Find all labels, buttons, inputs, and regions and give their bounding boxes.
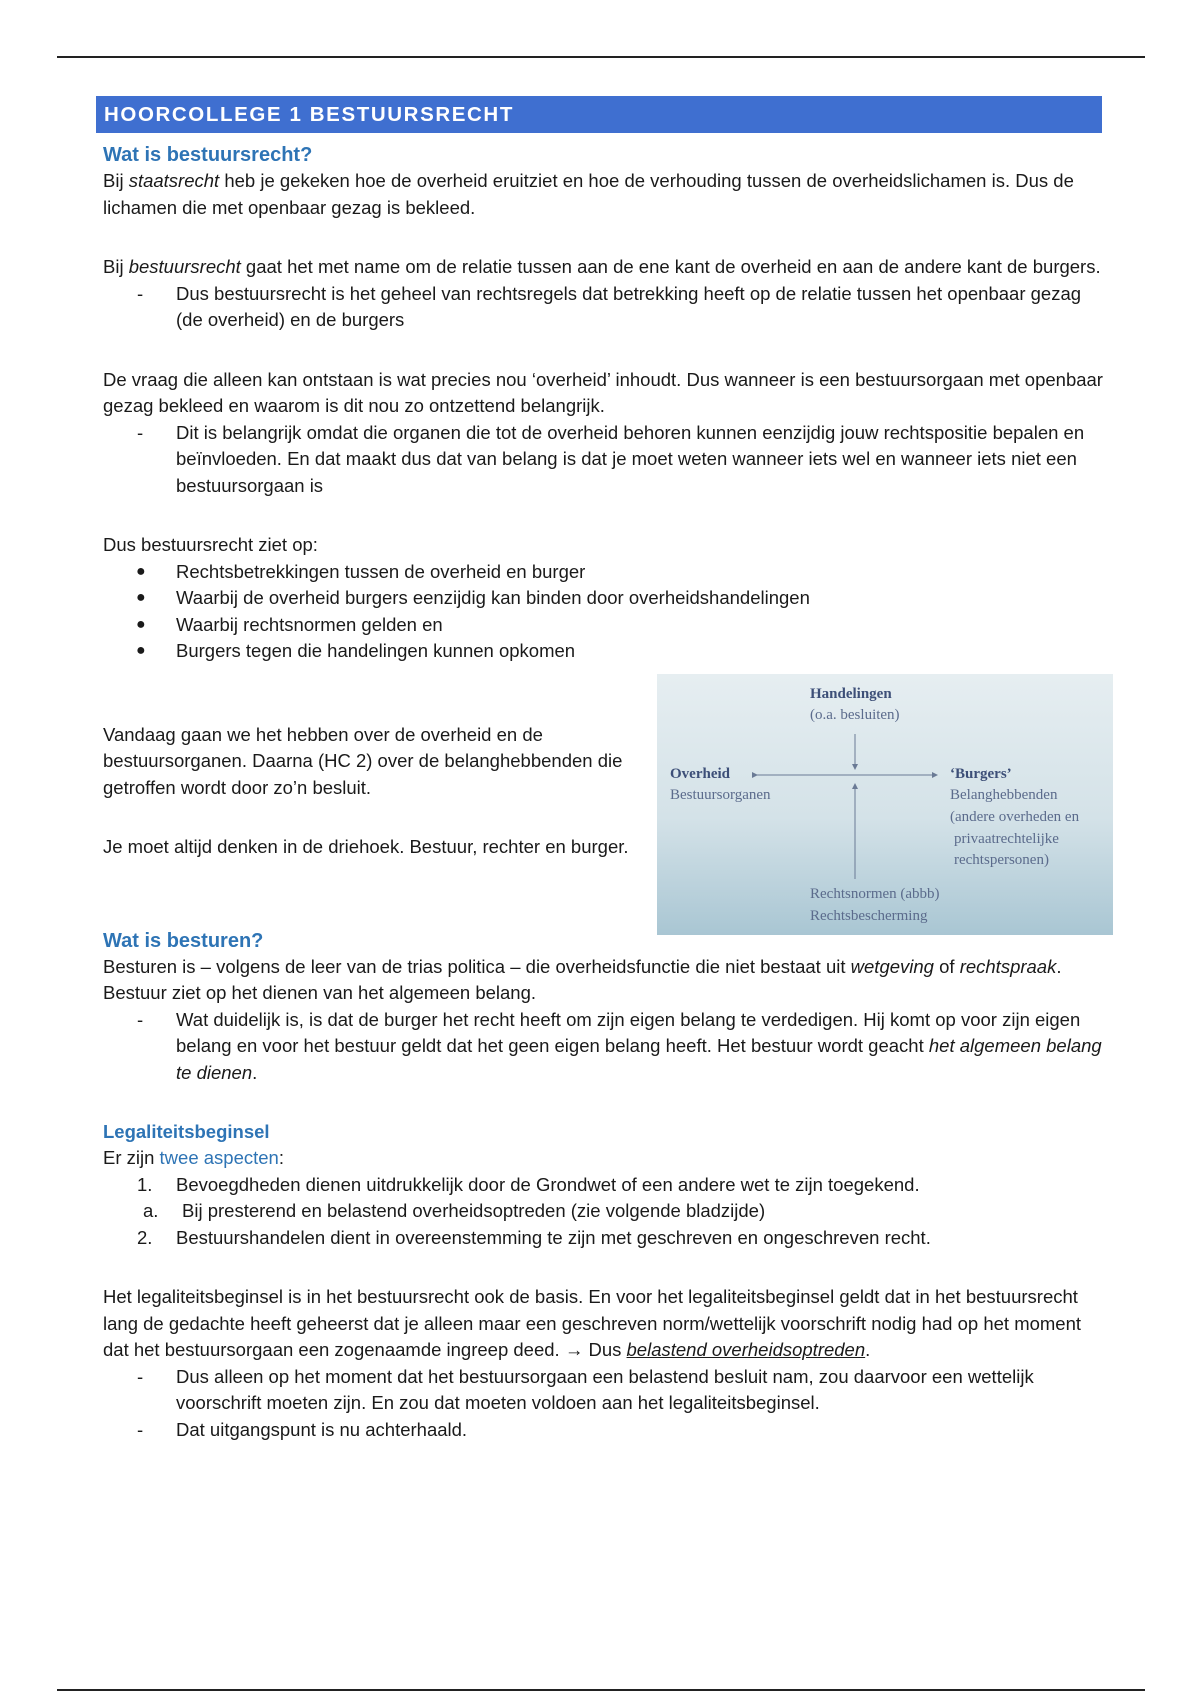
- heading-legaliteitsbeginsel: Legaliteitsbeginsel: [103, 1121, 270, 1142]
- paragraph-besturen: Besturen is – volgens de leer van de trias politica – die overheidsfunctie die niet bestaat uit wetgeving of rechtspraak. Bestuur ziet op het dienen van het algemeen belang.: [103, 955, 1062, 1003]
- paragraph-vandaag: Vandaag gaan we het hebben over de overheid en de bestuursorganen. Daarna (HC 2) over de belanghebbenden die getroffen wordt door zo’n besluit.: [103, 723, 623, 798]
- list-item: ● Burgers tegen die handelingen kunnen opkomen: [136, 640, 576, 661]
- list-item: 1. Bevoegdheden dienen uitdrukkelijk door de Grondwet of een andere wet te zijn toegekend.: [137, 1173, 920, 1195]
- list-item: ● Waarbij rechtsnormen gelden en: [136, 613, 443, 635]
- paragraph-staatsrecht: Bij staatsrecht heb je gekeken hoe de overheid eruitziet en hoe de verhouding tussen de overheidslichamen is. Dus de lichamen die met openbaar gezag is bekleed.: [103, 170, 1074, 218]
- list-item: ● Waarbij de overheid burgers eenzijdig kan binden door overheidshandelingen: [136, 587, 810, 608]
- diagram-left-title: Overheid: [670, 765, 730, 782]
- diagram-right-title: ‘Burgers’: [950, 765, 1012, 782]
- diagram-bottom-line: Rechtsnormen (abbb): [810, 885, 940, 902]
- paragraph-ziet-op: Dus bestuursrecht ziet op:: [103, 534, 318, 555]
- paragraph-legaliteit-basis: Het legaliteitsbeginsel is in het bestuursrecht ook de basis. En voor het legaliteitsbeginsel geldt dat in het bestuursrecht lang de gedachte heeft geheerst dat je alleen maar een geschreven norm/wettelijk voorschrift nodig had op het moment dat het bestuursorgaan een zogenaamde ingreep deed. → Dus belastend overheidsoptreden.: [103, 1286, 1082, 1360]
- list-item: a. Bij presterend en belastend overheidsoptreden (zie volgende bladzijde): [143, 1200, 766, 1221]
- list-item: - Dus bestuursrecht is het geheel van rechtsregels dat betrekking heeft op de relatie tussen het openbaar gezag (de overheid) en de burgers: [137, 282, 1082, 330]
- diagram-right-line: (andere overheden en: [950, 808, 1080, 825]
- heading-wat-is-besturen: Wat is besturen?: [103, 929, 264, 952]
- diagram-right-line: rechtspersonen): [954, 851, 1049, 868]
- diagram-top-title: Handelingen: [810, 685, 892, 702]
- diagram-right-line: privaatrechtelijke: [954, 830, 1059, 847]
- paragraph-driehoek: Je moet altijd denken in de driehoek. Bestuur, rechter en burger.: [103, 836, 629, 857]
- list-item: - Dat uitgangspunt is nu achterhaald.: [137, 1418, 468, 1440]
- header-rule: [57, 56, 1145, 58]
- heading-wat-is-bestuursrecht: Wat is bestuursrecht?: [103, 144, 313, 166]
- paragraph-bestuursrecht: Bij bestuursrecht gaat het met name om de relatie tussen aan de ene kant de overheid en aan de andere kant de burgers.: [103, 256, 1101, 277]
- diagram-bottom-line: Rechtsbescherming: [810, 907, 928, 924]
- list-item: 2. Bestuurshandelen dient in overeenstemming te zijn met geschreven en ongeschreven recht.: [137, 1226, 931, 1248]
- footer-rule: [57, 1689, 1145, 1691]
- diagram-right-line: Belanghebbenden: [950, 786, 1058, 803]
- list-item: - Dus alleen op het moment dat het bestuursorgaan een belastend besluit nam, zou daarvoor een wettelijk voorschrift moeten zijn. En zou dat moeten voldoen aan het legaliteitsbeginsel.: [137, 1365, 1034, 1413]
- list-item: - Dit is belangrijk omdat die organen die tot de overheid behoren kunnen eenzijdig jouw rechtspositie bepalen en beïnvloeden. En dat maakt dus dat van belang is dat je moet weten wanneer iets wel en wanneer iets niet een bestuursorgaan is: [137, 421, 1085, 496]
- list-item: - Wat duidelijk is, is dat de burger het recht heeft om zijn eigen belang te verdedigen. Hij komt op voor zijn eigen belang en voor het bestuur geldt dat het geen eigen belang heeft. Het bestuur wordt geacht het algemeen belang te dienen.: [137, 1008, 1102, 1083]
- diagram-left-sub: Bestuursorganen: [670, 786, 771, 803]
- text-with-diagram: [103, 674, 1105, 928]
- list-item: ● Rechtsbetrekkingen tussen de overheid en burger: [136, 560, 586, 582]
- paragraph-aspecten: Er zijn twee aspecten:: [103, 1147, 284, 1168]
- document-title: HOORCOLLEGE 1 BESTUURSRECHT: [96, 96, 1102, 133]
- bestuursrecht-diagram: [657, 674, 1113, 935]
- document-body: [103, 96, 1105, 1443]
- diagram-top-sub: (o.a. besluiten): [810, 706, 900, 723]
- paragraph-overheid: De vraag die alleen kan ontstaan is wat precies nou ‘overheid’ inhoudt. Dus wanneer is een bestuursorgaan met openbaar gezag bekleed en waarom is dit nou zo ontzettend belangrijk.: [103, 368, 1103, 416]
